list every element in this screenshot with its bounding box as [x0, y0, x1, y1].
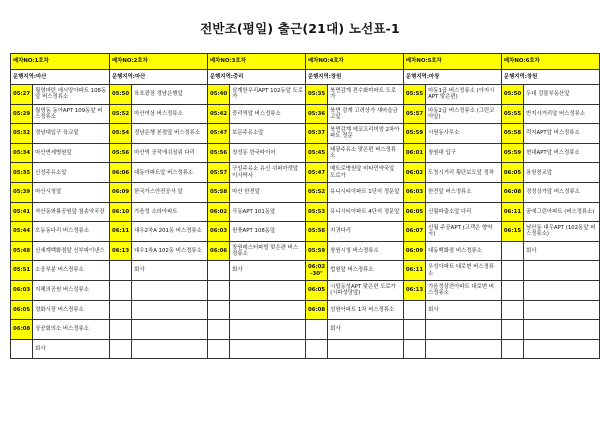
table-row: [11, 339, 600, 359]
departure-time: [501, 241, 523, 261]
departure-time: 06:08: [11, 320, 33, 340]
stop-name: 유니시티아파트 1단지 정문앞: [328, 182, 404, 202]
vehicle-header: 배차NO:3호차: [207, 54, 305, 70]
departure-time: 06:13: [109, 241, 131, 261]
departure-time: [501, 280, 523, 300]
stop-name: 자산동와룡공원앞 첨송악국장: [33, 202, 110, 222]
departure-time: [109, 320, 131, 340]
departure-time: 05:41: [11, 202, 33, 222]
stop-name: 한전앞 버스정류소: [426, 182, 502, 202]
stop-name: [132, 280, 208, 300]
departure-time: 05:51: [11, 261, 33, 281]
stop-name: 경정상가앞 버스정류소: [524, 182, 600, 202]
departure-time: 05:29: [11, 104, 33, 124]
departure-time: [501, 339, 523, 359]
departure-time: 05:32: [11, 124, 33, 144]
stop-name: 중리역앞 버스정류소: [230, 104, 306, 124]
departure-time: 05:45: [305, 143, 327, 163]
stop-name: 회사: [426, 300, 502, 320]
stop-name: 북면 감계 고려상가 새마을금고앞: [328, 104, 404, 124]
table-row: [11, 124, 600, 144]
stop-name: 월영마린 애시앙아파트 108동앞 버스정류소: [33, 85, 110, 105]
stop-name: [132, 320, 208, 340]
departure-time: 06:11: [501, 202, 523, 222]
stop-name: 반지사거리앞 버스정류소: [524, 104, 600, 124]
stop-name: [132, 339, 208, 359]
departure-time: [501, 300, 523, 320]
departure-time: 05:35: [11, 163, 33, 183]
table-row: [11, 143, 600, 163]
stop-name: 삼계한우리APT 102동앞 도로가: [230, 85, 306, 105]
vehicle-header: 배차NO:5호차: [403, 54, 501, 70]
route-region: 운행지역:창원: [501, 70, 599, 85]
stop-name: [328, 339, 404, 359]
departure-time: 05:58: [501, 124, 523, 144]
stop-name: 보문주유소앞: [230, 124, 306, 144]
departure-time: 06:09: [403, 241, 425, 261]
vehicle-header: 배차NO:4호차: [305, 54, 403, 70]
departure-time: 05:37: [305, 124, 327, 144]
departure-time: [403, 339, 425, 359]
departure-time: 05:47: [207, 124, 229, 144]
departure-time: 06:11: [403, 261, 425, 281]
vehicle-header: 배차NO:6호차: [501, 54, 599, 70]
stop-name: 월영동 동아APT 109동앞 버스정류소: [33, 104, 110, 124]
stop-name: 마동1급 버스정류소 (아지시APT 맞은편): [426, 85, 502, 105]
table-row: [11, 182, 600, 202]
stop-name: 원풍APT 108동앞: [230, 222, 306, 242]
stop-name: 오동동다리 버스정류소: [33, 222, 110, 242]
stop-name: [524, 339, 600, 359]
stop-name: 마산여상 버스정류소: [132, 104, 208, 124]
stop-name: 현대APT앞 버스정류소: [524, 143, 600, 163]
route-region: 운행지역:마창: [403, 70, 501, 85]
stop-name: 한국가스안전공사 앞: [132, 182, 208, 202]
departure-time: 06:02 -30": [305, 261, 327, 281]
departure-time: 05:35: [305, 85, 327, 105]
stop-name: 경남은행 본점앞 버스정류소: [132, 124, 208, 144]
departure-time: 05:40: [207, 85, 229, 105]
departure-time: 06:15: [501, 222, 523, 242]
stop-name: 시원동사무소: [426, 124, 502, 144]
departure-time: 05:55: [501, 104, 523, 124]
stop-name: 시립동성APT 맞은편 도로가(시파성당앞): [328, 280, 404, 300]
departure-time: 06:13: [403, 280, 425, 300]
table-row: [11, 280, 600, 300]
departure-time: 05:59: [501, 143, 523, 163]
departure-time: 06:05: [501, 163, 523, 183]
stop-name: 대동백화점 버스정류소: [426, 241, 502, 261]
stop-name: 경화시장 버스정류소: [33, 300, 110, 320]
departure-time: [109, 339, 131, 359]
departure-time: 05:27: [11, 85, 33, 105]
departure-time: [207, 261, 229, 281]
stop-name: 용원천교앞: [524, 163, 600, 183]
departure-time: 05:44: [11, 222, 33, 242]
table-row: [11, 202, 600, 222]
stop-name: 회사: [132, 261, 208, 281]
stop-name: 마산연세병원앞: [33, 143, 110, 163]
departure-time: 06:03: [11, 280, 33, 300]
route-table: [10, 53, 600, 359]
departure-time: 06:07: [403, 222, 425, 242]
departure-time: 06:10: [109, 202, 131, 222]
departure-time: 05:58: [207, 182, 229, 202]
departure-time: [11, 339, 33, 359]
stop-name: [524, 280, 600, 300]
stop-name: [426, 320, 502, 340]
route-region: 운행지역:마산: [11, 70, 110, 85]
stop-name: 회사: [230, 261, 306, 281]
stop-name: 남산동 대우APT (102동앞 버스정류소): [524, 222, 600, 242]
table-row: [11, 104, 600, 124]
table-row: [11, 222, 600, 242]
departure-time: 05:56: [305, 222, 327, 242]
departure-time: 05:52: [109, 104, 131, 124]
departure-time: [207, 280, 229, 300]
stop-name: [230, 280, 306, 300]
stop-name: 신세계백화점앞 신부파이낸스: [33, 241, 110, 261]
departure-time: 05:59: [403, 124, 425, 144]
stop-name: [230, 320, 306, 340]
stop-name: [132, 300, 208, 320]
stop-name: 두대 감물부동산앞: [524, 85, 600, 105]
stop-name: 경남대입구 육교밑: [33, 124, 110, 144]
departure-time: 06:11: [109, 222, 131, 242]
departure-time: 06:05: [11, 300, 33, 320]
departure-time: 06:01: [403, 143, 425, 163]
departure-time: [109, 280, 131, 300]
table-row: [11, 320, 600, 340]
departure-time: [403, 300, 425, 320]
stop-name: [230, 300, 306, 320]
stop-name: 도청시거리 횡단보도앞 정차: [426, 163, 502, 183]
departure-time: 06:09: [109, 182, 131, 202]
stop-name: 창원레스터파빌 맞은편 버스정류소: [230, 241, 306, 261]
departure-time: 05:36: [305, 104, 327, 124]
departure-time: 05:50: [501, 85, 523, 105]
stop-name: 대동아파트앞 버스정류소: [132, 163, 208, 183]
departure-time: [305, 339, 327, 359]
stop-name: 럭지APT앞 버스정류소: [524, 124, 600, 144]
stop-name: 메트로병원앞 비타민약국앞 도로가: [328, 163, 404, 183]
departure-time: 05:55: [403, 85, 425, 105]
stop-name: 청성동 한국타이어: [230, 143, 306, 163]
departure-time: 05:56: [207, 143, 229, 163]
table-row: [11, 261, 600, 281]
stop-name: 마동2급 버스정류소 (그린코아앞): [426, 104, 502, 124]
departure-time: 05:48: [11, 241, 33, 261]
stop-name: 가음정 소라아파트: [132, 202, 208, 222]
stop-name: [230, 339, 306, 359]
vehicle-header: 배차NO:1호차: [11, 54, 110, 70]
departure-time: 05:54: [109, 124, 131, 144]
stop-name: 창원대 입구: [426, 143, 502, 163]
stop-name: [524, 320, 600, 340]
departure-time: 06:06: [207, 241, 229, 261]
stop-name: 회사: [524, 241, 600, 261]
departure-time: 05:39: [11, 182, 33, 202]
departure-time: 06:08: [501, 182, 523, 202]
departure-time: 05:47: [305, 163, 327, 183]
route-region: 운행지역:중리: [207, 70, 305, 85]
route-region: 운행지역:마산: [109, 70, 207, 85]
stop-name: 창원시청 버스정류소: [328, 241, 404, 261]
departure-time: 05:56: [109, 143, 131, 163]
departure-time: 06:02: [207, 202, 229, 222]
stop-name: 신월파출소앞 다리: [426, 202, 502, 222]
stop-name: 태광주유소 맞은편 버스정류소: [328, 143, 404, 163]
stop-name: 신월 주공APT (고객은 향약국): [426, 222, 502, 242]
departure-time: 05:34: [11, 143, 33, 163]
stop-name: 지혜의공원 버스정류소: [33, 280, 110, 300]
stop-name: 성원아파트 1차 버스정류소: [328, 300, 404, 320]
departure-time: 06:05: [305, 280, 327, 300]
stop-name: 마산역 공작에쉬징위 다리: [132, 143, 208, 163]
stop-name: 꿈에그린아파트 (버스정류소): [524, 202, 600, 222]
stop-name: [524, 261, 600, 281]
stop-name: [426, 339, 502, 359]
stop-name: 우성아파트 대로변 버스정류소: [426, 261, 502, 281]
table-row: [11, 300, 600, 320]
departure-time: 06:05: [403, 202, 425, 222]
departure-time: 05:59: [305, 241, 327, 261]
table-row: [11, 85, 600, 105]
departure-time: [501, 320, 523, 340]
departure-time: [403, 320, 425, 340]
departure-time: 06:08: [305, 300, 327, 320]
stop-name: 육호광장 경남은행앞: [132, 85, 208, 105]
page-title: 전반조(평일) 출근(21대) 노선표-1: [200, 21, 400, 36]
stop-name: 마산 한전앞: [230, 182, 306, 202]
stop-name: 마산시청앞: [33, 182, 110, 202]
stop-name: 회사: [328, 320, 404, 340]
stop-name: 지귀다리: [328, 222, 404, 242]
table-row: [11, 241, 600, 261]
stop-name: [524, 300, 600, 320]
stop-name: 신성주유소앞: [33, 163, 110, 183]
departure-time: [109, 300, 131, 320]
departure-time: [207, 339, 229, 359]
departure-time: 05:50: [109, 85, 131, 105]
departure-time: 05:42: [207, 104, 229, 124]
stop-name: 구암주유소 유신 쉬퍼마켓앞 이사박사: [230, 163, 306, 183]
route-region: 운행지역:창원: [305, 70, 403, 85]
stop-name: 가음정삼전아파트 대로변 버스정류소: [426, 280, 502, 300]
stop-name: 상공회의소 버스정류소: [33, 320, 110, 340]
stop-name: 극동APT 101동앞: [230, 202, 306, 222]
departure-time: 06:06: [109, 163, 131, 183]
stop-name: 유니시티아파트 4단지 정문앞: [328, 202, 404, 222]
stop-name: 회사: [33, 339, 110, 359]
table-row: [11, 163, 600, 183]
stop-name: 소웅부분 버스정류소: [33, 261, 110, 281]
stop-name: 법원앞 버스정류소: [328, 261, 404, 281]
departure-time: 05:52: [305, 182, 327, 202]
stop-name: 북면감계 전수화미파트 도로가: [328, 85, 404, 105]
departure-time: [207, 320, 229, 340]
departure-time: 06:03: [207, 222, 229, 242]
departure-time: [305, 320, 327, 340]
departure-time: [207, 300, 229, 320]
departure-time: 06:02: [403, 163, 425, 183]
departure-time: 05:57: [207, 163, 229, 183]
stop-name: 북면감계 에코프리미엄 2차아파트 정문: [328, 124, 404, 144]
departure-time: 06:03: [403, 182, 425, 202]
departure-time: 05:57: [403, 104, 425, 124]
vehicle-header: 배차NO:2호차: [109, 54, 207, 70]
stop-name: 대우2차A 201동 버스정류소: [132, 222, 208, 242]
departure-time: [501, 261, 523, 281]
departure-time: 05:53: [305, 202, 327, 222]
stop-name: 대우1차A 102동 버스정류소: [132, 241, 208, 261]
departure-time: [109, 261, 131, 281]
